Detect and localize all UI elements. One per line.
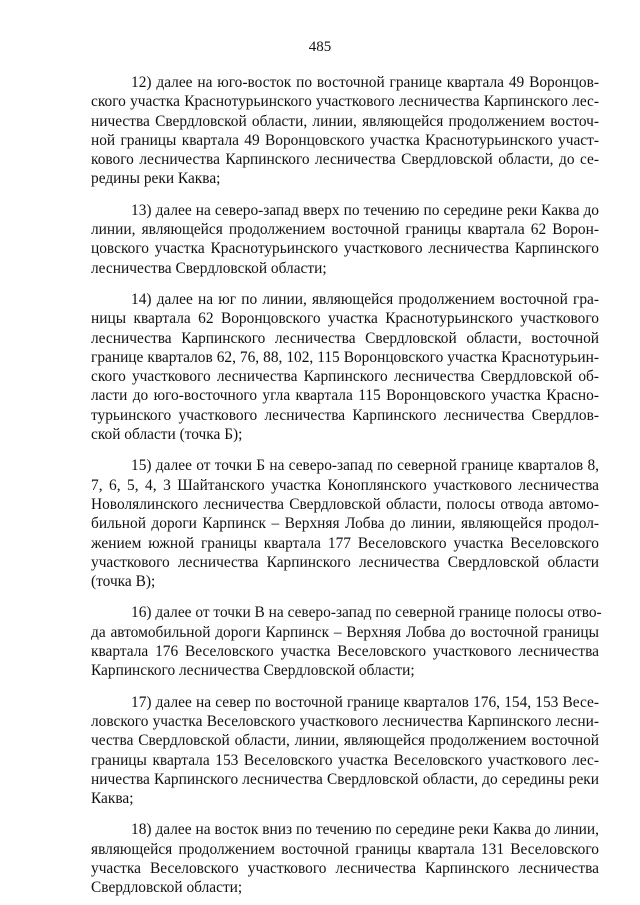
paragraph-gap [91, 591, 599, 603]
text-line: участка Веселовского участкового лесничества Карпинского лесничества [91, 859, 599, 877]
text-line: линии, являющейся продолжением восточной границы квартала 62 Ворон- [91, 221, 599, 239]
text-line: 12) далее на юго-восток по восточной границе квартала 49 Воронцов- [131, 74, 599, 91]
paragraph-gap [91, 189, 599, 201]
paragraph-gap [91, 808, 599, 820]
text-line: 14) далее на юг по линии, являющейся продолжением восточной гра- [131, 290, 599, 308]
text-line: редины реки Каква; [91, 170, 221, 188]
text-line: 15) далее от точки Б на северо-запад по северной границе кварталов 8, [131, 457, 599, 475]
text-line: ской области (точка Б); [91, 426, 243, 444]
text-line: участкового лесничества Карпинского лесничества Свердловской области [91, 553, 599, 571]
text-line: турьинского участкового лесничества Карпинского лесничества Свердлов- [91, 406, 599, 424]
paragraph [91, 73, 599, 189]
paragraph-gap [91, 681, 599, 693]
paragraph-gap [91, 278, 599, 290]
paragraph [91, 820, 599, 897]
text-line: чества Свердловской области, линии, являющейся продолжением восточной [91, 732, 599, 750]
paragraph [91, 290, 599, 444]
text-line: лесничества Карпинского лесничества Свердловской области, восточной [91, 329, 599, 347]
text-line: Свердловской области; [91, 879, 243, 897]
text-line: бильной дороги Карпинск – Верхняя Лобва до линии, являющейся продол- [91, 515, 599, 533]
text-line: ничества Карпинского лесничества Свердловской области, до середины реки [91, 770, 599, 788]
text-line: 13) далее на северо-запад вверх по течению по середине реки Каква до [131, 201, 599, 219]
text-line: да автомобильной дороги Карпинск – Верхняя Лобва до восточной границы [91, 623, 599, 641]
paragraph [91, 603, 602, 680]
text-line: кового лесничества Карпинского лесничества Свердловской области, до се- [91, 151, 599, 169]
text-line: (точка В); [91, 573, 156, 591]
text-line: 16) далее от точки В на северо-запад по северной границе полосы отво- [131, 604, 602, 622]
page-number: 485 [308, 39, 332, 55]
text-line: 17) далее на север по восточной границе кварталов 176, 154, 153 Весе- [131, 693, 599, 711]
paragraph [91, 456, 599, 591]
text-line: ласти до юго-восточного угла квартала 115 Воронцовского участка Красно- [91, 387, 599, 405]
text-line: границе кварталов 62, 76, 88, 102, 115 Воронцовского участка Краснотурьин- [91, 348, 599, 366]
text-line: цовского участка Краснотурьинского участкового лесничества Карпинского [91, 240, 599, 258]
text-line: квартала 176 Веселовского участка Веселовского участкового лесничества [91, 643, 599, 661]
text-line: Карпинского лесничества Свердловской области; [91, 662, 415, 680]
text-line: ского участка Краснотурьинского участкового лесничества Карпинского лес- [91, 93, 599, 111]
text-line: границы квартала 153 Веселовского участка Веселовского участкового лес- [91, 751, 599, 769]
paragraph [91, 693, 599, 809]
text-line: 18) далее на восток вниз по течению по середине реки Каква до линии, [131, 821, 599, 839]
text-line: ницы квартала 62 Воронцовского участка Краснотурьинского участкового [91, 310, 599, 328]
paragraph [91, 201, 599, 278]
text-line: Каква; [91, 790, 134, 808]
text-line: ной границы квартала 49 Воронцовского участка Краснотурьинского участ- [91, 131, 599, 149]
text-line: Новолялинского лесничества Свердловской области, полосы отвода автомо- [91, 495, 599, 513]
text-line: ловского участка Веселовского участкового лесничества Карпинского лесни- [91, 712, 599, 730]
text-line: лесничества Свердловской области; [91, 259, 327, 277]
text-line: жением южной границы квартала 177 Веселовского участка Веселовского [91, 534, 599, 552]
paragraph-gap [91, 444, 599, 456]
text-line: ничества Свердловской области, линии, являющейся продолжением восточ- [91, 112, 599, 130]
text-line: являющейся продолжением восточной границы квартала 131 Веселовского [91, 840, 599, 858]
text-line: ского участкового лесничества Карпинского лесничества Свердловской об- [91, 368, 599, 386]
document-body [91, 73, 602, 898]
text-line: 7, 6, 5, 4, 3 Шайтанского участка Коноплянского участкового лесничества [91, 476, 599, 494]
